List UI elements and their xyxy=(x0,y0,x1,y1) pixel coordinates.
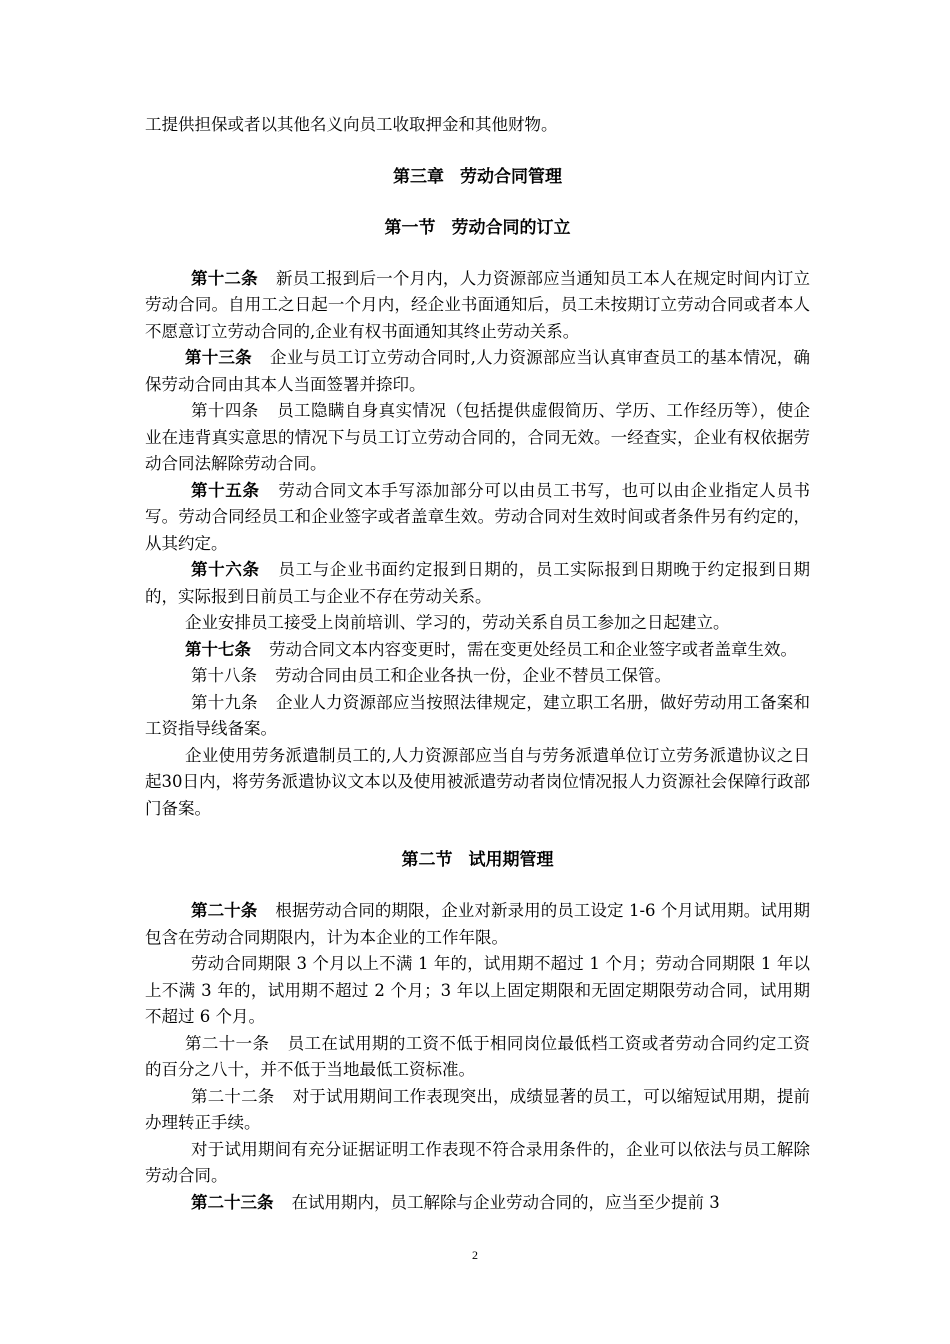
article-text: 劳动合同由员工和企业各执一份，企业不替员工保管。 xyxy=(275,666,671,685)
article-label: 第十八条 xyxy=(191,666,257,685)
article-label: 第十四条 xyxy=(191,401,259,420)
article-label: 第十五条 xyxy=(191,480,260,500)
article-23 xyxy=(145,1190,810,1217)
page-content xyxy=(145,112,810,1216)
article-label: 第十三条 xyxy=(185,348,252,367)
article-text: 员工在试用期的工资不低于相同岗位最低档工资或者劳动合同约定工资的百分之八十，并不低于当地最低工资标准。 xyxy=(145,1033,811,1079)
paragraph-19b: 企业使用劳务派遣制员工的,人力资源部应当自与劳务派遣单位订立劳务派遣协议之日起30日内，将劳务派遣协议文本以及使用被派遣劳动者岗位情况报人力资源社会保障行政部门备案。 xyxy=(145,745,810,818)
article-label: 第十九条 xyxy=(191,692,258,712)
article-text: 根据劳动合同的期限，企业对新录用的员工设定 1-6 个月试用期。试用期包含在劳动合同期限内，计为本企业的工作年限。 xyxy=(145,901,810,947)
article-13 xyxy=(145,345,810,398)
section-number: 第二节 xyxy=(401,850,453,870)
paragraph-22b: 对于试用期间有充分证据证明工作表现不符合录用条件的，企业可以依法与员工解除劳动合同。 xyxy=(145,1139,810,1185)
article-text: 在试用期内，员工解除与企业劳动合同的，应当至少提前 3 xyxy=(291,1192,720,1212)
section-name: 试用期管理 xyxy=(468,850,554,870)
article-label: 第十二条 xyxy=(191,268,258,288)
section-number: 第一节 xyxy=(384,217,436,238)
lead-paragraph: 工提供担保或者以其他名义向员工收取押金和其他财物。 xyxy=(145,115,558,134)
article-22 xyxy=(145,1084,810,1137)
article-14 xyxy=(145,398,810,478)
article-15 xyxy=(145,478,810,558)
article-text: 劳动合同文本内容变更时，需在变更处经员工和企业签字或者盖章生效。 xyxy=(269,639,797,659)
article-label: 第二十三条 xyxy=(191,1192,274,1212)
article-label: 第二十二条 xyxy=(191,1086,275,1106)
article-label: 第十七条 xyxy=(185,639,251,659)
chapter-number: 第三章 xyxy=(393,166,444,187)
chapter-heading xyxy=(145,164,810,190)
section-heading-1 xyxy=(145,215,810,241)
article-19 xyxy=(145,690,810,743)
article-label: 第十六条 xyxy=(191,560,260,579)
section-heading-2 xyxy=(145,847,810,873)
article-21 xyxy=(145,1031,810,1084)
article-text: 员工隐瞒自身真实情况（包括提供虚假简历、学历、工作经历等），使企业在违背真实意思的情况下与员工订立劳动合同的，合同无效。一经查实，企业有权依据劳动合同法解除劳动合同。 xyxy=(145,401,811,473)
page-number: 2 xyxy=(472,1248,478,1262)
article-16 xyxy=(145,557,810,610)
paragraph-16b: 企业安排员工接受上岗前培训、学习的，劳动关系自员工参加之日起建立。 xyxy=(185,613,730,632)
article-18 xyxy=(145,663,810,690)
article-label: 第二十一条 xyxy=(185,1033,270,1053)
article-text: 企业与员工订立劳动合同时,人力资源部应当认真审查员工的基本情况，确保劳动合同由其本人当面签署并捺印。 xyxy=(145,348,811,394)
article-12 xyxy=(145,266,810,346)
article-20 xyxy=(145,898,810,951)
article-text: 员工与企业书面约定报到日期的，员工实际报到日期晚于约定报到日期的，实际报到日前员工与企业不存在劳动关系。 xyxy=(145,560,811,606)
article-label: 第二十条 xyxy=(191,901,258,920)
paragraph-20b: 劳动合同期限 3 个月以上不满 1 年的，试用期不超过 1 个月；劳动合同期限 1 年以上不满 3 年的，试用期不超过 2 个月；3 年以上固定期限和无固定期限劳动合同，试用期不超过 6 个月。 xyxy=(145,954,810,1026)
article-text: 劳动合同文本手写添加部分可以由员工书写，也可以由企业指定人员书写。劳动合同经员工和企业签字或者盖章生效。劳动合同对生效时间或者条件另有约定的，从其约定。 xyxy=(145,480,811,553)
section-name: 劳动合同的订立 xyxy=(451,217,571,238)
chapter-name: 劳动合同管理 xyxy=(460,166,562,187)
article-17 xyxy=(145,637,810,664)
article-text: 新员工报到后一个月内，人力资源部应当通知员工本人在规定时间内订立劳动合同。自用工之日起一个月内，经企业书面通知后，员工未按期订立劳动合同或者本人不愿意订立劳动合同的,企业有权书面通知其终止劳动关系。 xyxy=(145,268,811,341)
article-text: 对于试用期间工作表现突出，成绩显著的员工，可以缩短试用期，提前办理转正手续。 xyxy=(145,1086,811,1132)
article-text: 企业人力资源部应当按照法律规定，建立职工名册，做好劳动用工备案和工资指导线备案。 xyxy=(145,692,811,738)
